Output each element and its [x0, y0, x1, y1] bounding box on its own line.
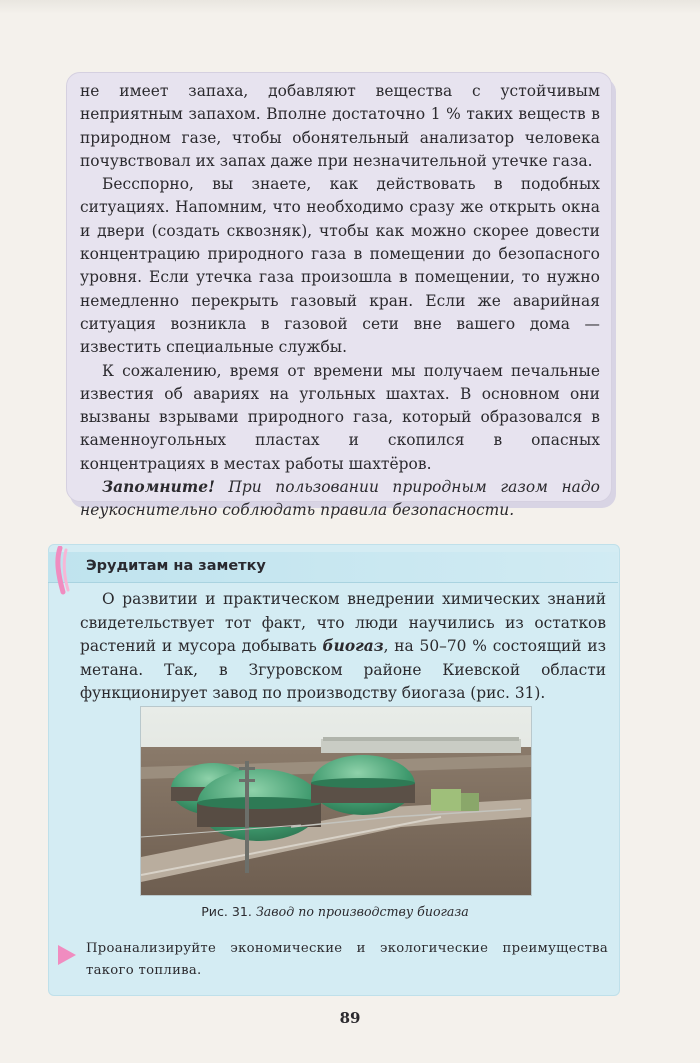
figure-title: Завод по производству биогаза [255, 904, 469, 919]
biogas-paragraph [80, 588, 606, 706]
remember-text: При пользовании природным газом надо неукоснительно соблюдать правила безопасности. [80, 478, 600, 520]
erudite-heading: Эрудитам на заметку [86, 558, 266, 574]
biogas-text-before: О развитии и практическом внедрении химических знаний свидетельствует тот факт, что люди научились из остатков растений и мусора добывать [80, 590, 606, 656]
task-question: Проанализируйте экономические и экологические преимущества такого топлива. [86, 941, 608, 978]
erudite-text [80, 588, 606, 706]
pink-bookmark-icon [54, 546, 74, 596]
paragraph-mine-accidents: К сожалению, время от времени мы получаем печальные известия об авариях на угольных шахтах. В основном они вызваны взрывами природного газа, который образовался в каменноугольных пластах и скопился в опасных концентрациях в местах работы шахтёров. [80, 361, 600, 473]
remember-note [80, 476, 600, 523]
figure-caption [140, 904, 530, 919]
figure-label: Рис. 31. [201, 904, 252, 919]
biogas-term: биогаз [322, 637, 384, 656]
biogas-plant-photo [140, 706, 532, 896]
page-number: 89 [339, 1009, 361, 1027]
page-edge [0, 0, 700, 14]
biogas-text-after: , на 50–70 % состоящий из метана. Так, в Згуровском районе Киевской области функционирует завод по производству биогаза (рис. 31). [80, 637, 606, 703]
remember-label: Запомните! [102, 478, 215, 497]
pink-triangle-icon [58, 945, 76, 965]
main-text [80, 80, 600, 523]
paragraph-gas-odor: не имеет запаха, добавляют вещества с устойчивым неприятным запахом. Вполне достаточно 1 % таких веществ в природном газе, чтобы обонятельный анализатор человека почувствовал их запах даже при незначительной утечке газа. [80, 82, 600, 170]
paragraph-gas-leak-actions: Бесспорно, вы знаете, как действовать в подобных ситуациях. Напомним, что необходимо сразу же открыть окна и двери (создать сквозняк), чтобы как можно скорее довести концентрацию природного газа в помещении до безопасного уровня. Если утечка газа произошла в помещении, то нужно немедленно перекрыть газовый кран. Если же аварийная ситуация возникла в газовой сети вне вашего дома — известить специальные службы. [80, 175, 600, 357]
